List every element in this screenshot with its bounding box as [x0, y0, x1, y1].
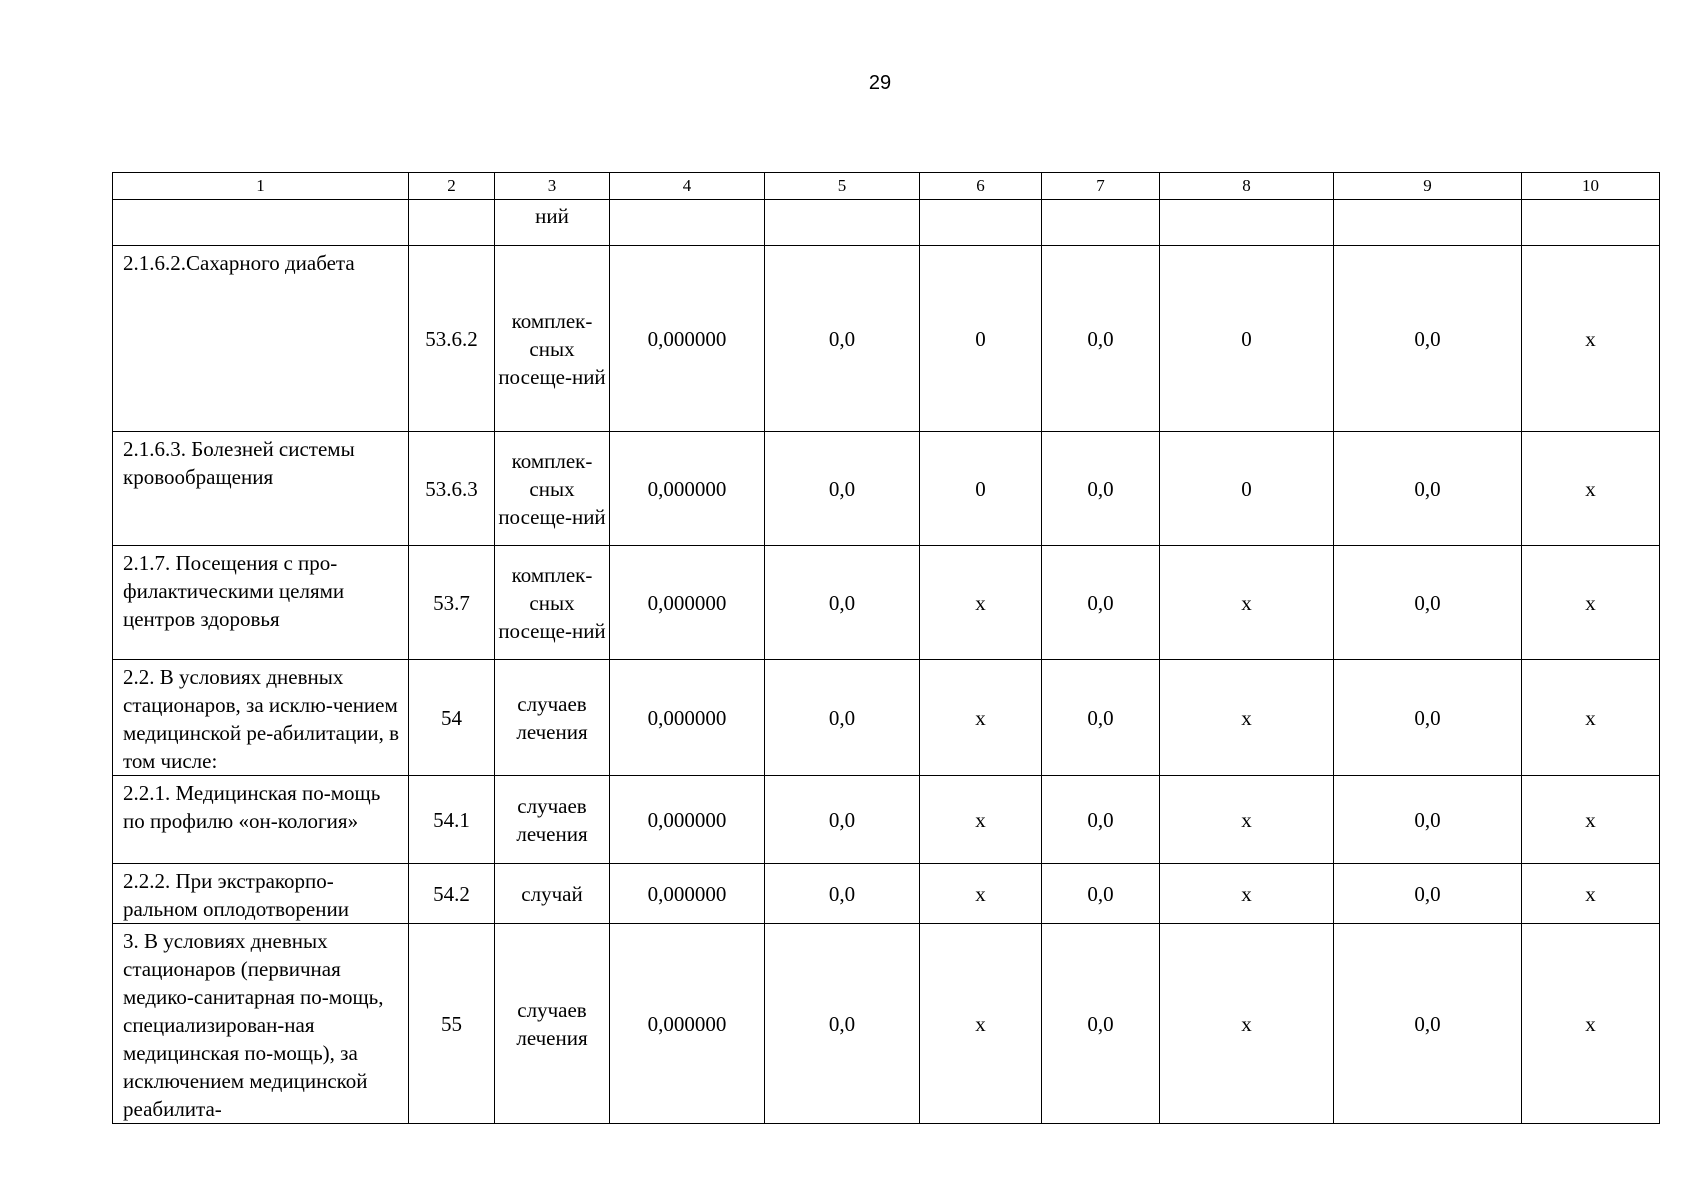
value-cell: 0,0	[765, 546, 920, 660]
table-row	[113, 246, 1660, 432]
value-cell: x	[1160, 864, 1334, 924]
page-number: 29	[868, 72, 892, 94]
value-cell: 0,0	[1042, 776, 1160, 864]
table-row	[113, 864, 1660, 924]
value-cell: 0,0	[1334, 546, 1522, 660]
value-cell: x	[1160, 660, 1334, 776]
value-cell: 0	[1160, 246, 1334, 432]
value-cell: 0,0	[1042, 546, 1160, 660]
unit-cell: комплек-сных посеще-ний	[495, 546, 610, 660]
table-header-row	[113, 173, 1660, 200]
value-cell: 0,000000	[610, 924, 765, 1124]
indicator-name-cell: 2.1.6.3. Болезней системы кровообращения	[113, 432, 409, 546]
indicator-name-cell: 2.1.7. Посещения с про-филактическими целями центров здоровья	[113, 546, 409, 660]
table-row	[113, 776, 1660, 864]
data-table	[112, 172, 1660, 1124]
header-cell: 5	[765, 173, 920, 200]
header-cell: 9	[1334, 173, 1522, 200]
value-cell	[1522, 200, 1660, 246]
header-cell: 4	[610, 173, 765, 200]
header-cell: 7	[1042, 173, 1160, 200]
value-cell: 0,0	[765, 924, 920, 1124]
header-cell: 8	[1160, 173, 1334, 200]
value-cell: x	[1522, 864, 1660, 924]
value-cell: x	[1522, 546, 1660, 660]
value-cell: 0	[920, 432, 1042, 546]
value-cell: x	[1522, 924, 1660, 1124]
value-cell: x	[1160, 776, 1334, 864]
indicator-name-cell: 3. В условиях дневных стационаров (первичная медико-санитарная по-мощь, специализирован-ная медицинская по-мощь), за исключением медицинской реабилита-	[113, 924, 409, 1124]
row-number-cell: 53.6.3	[409, 432, 495, 546]
value-cell: x	[1522, 776, 1660, 864]
header-cell: 10	[1522, 173, 1660, 200]
value-cell: 0,000000	[610, 432, 765, 546]
value-cell: x	[920, 864, 1042, 924]
row-number-cell: 54	[409, 660, 495, 776]
row-number-cell: 54.1	[409, 776, 495, 864]
value-cell: 0,000000	[610, 660, 765, 776]
value-cell: x	[920, 776, 1042, 864]
value-cell	[610, 200, 765, 246]
value-cell: 0,0	[765, 246, 920, 432]
row-number-cell	[409, 200, 495, 246]
header-cell: 2	[409, 173, 495, 200]
value-cell: x	[920, 924, 1042, 1124]
table-row	[113, 660, 1660, 776]
value-cell: x	[1522, 246, 1660, 432]
value-cell: 0,000000	[610, 546, 765, 660]
value-cell: 0,0	[765, 864, 920, 924]
value-cell	[765, 200, 920, 246]
unit-cell: случаев лечения	[495, 776, 610, 864]
value-cell: 0	[920, 246, 1042, 432]
indicator-name-cell: 2.2.1. Медицинская по-мощь по профилю «он-кология»	[113, 776, 409, 864]
table-row	[113, 546, 1660, 660]
header-cell: 1	[113, 173, 409, 200]
value-cell: x	[1522, 432, 1660, 546]
value-cell: 0,0	[1042, 864, 1160, 924]
unit-cell: комплек-сных посеще-ний	[495, 246, 610, 432]
table-row	[113, 924, 1660, 1124]
indicator-name-cell	[113, 200, 409, 246]
value-cell: 0,0	[1334, 246, 1522, 432]
value-cell: 0,000000	[610, 864, 765, 924]
unit-cell: комплек-сных посеще-ний	[495, 432, 610, 546]
row-number-cell: 53.7	[409, 546, 495, 660]
value-cell: 0,0	[1334, 924, 1522, 1124]
value-cell	[1042, 200, 1160, 246]
value-cell: 0,000000	[610, 246, 765, 432]
table-row	[113, 200, 1660, 246]
value-cell: 0,0	[1334, 660, 1522, 776]
value-cell: x	[1160, 546, 1334, 660]
header-cell: 3	[495, 173, 610, 200]
value-cell	[920, 200, 1042, 246]
unit-cell: ний	[495, 200, 610, 246]
value-cell: 0,0	[1334, 432, 1522, 546]
value-cell: 0,0	[765, 432, 920, 546]
value-cell	[1160, 200, 1334, 246]
indicator-name-cell: 2.2.2. При экстракорпо-ральном оплодотворении	[113, 864, 409, 924]
unit-cell: случай	[495, 864, 610, 924]
row-number-cell: 54.2	[409, 864, 495, 924]
value-cell: 0,0	[1334, 776, 1522, 864]
value-cell: x	[920, 660, 1042, 776]
value-cell: x	[1160, 924, 1334, 1124]
value-cell: 0,000000	[610, 776, 765, 864]
indicator-name-cell: 2.1.6.2.Сахарного диабета	[113, 246, 409, 432]
row-number-cell: 53.6.2	[409, 246, 495, 432]
value-cell: 0,0	[1334, 864, 1522, 924]
value-cell: 0,0	[1042, 924, 1160, 1124]
value-cell: x	[920, 546, 1042, 660]
header-cell: 6	[920, 173, 1042, 200]
indicator-name-cell: 2.2. В условиях дневных стационаров, за исклю-чением медицинской ре-абилитации, в том числе:	[113, 660, 409, 776]
value-cell	[1334, 200, 1522, 246]
unit-cell: случаев лечения	[495, 924, 610, 1124]
unit-cell: случаев лечения	[495, 660, 610, 776]
value-cell: 0,0	[765, 660, 920, 776]
value-cell: 0,0	[1042, 660, 1160, 776]
value-cell: 0,0	[1042, 432, 1160, 546]
value-cell: x	[1522, 660, 1660, 776]
row-number-cell: 55	[409, 924, 495, 1124]
value-cell: 0	[1160, 432, 1334, 546]
table-row	[113, 432, 1660, 546]
value-cell: 0,0	[1042, 246, 1160, 432]
value-cell: 0,0	[765, 776, 920, 864]
